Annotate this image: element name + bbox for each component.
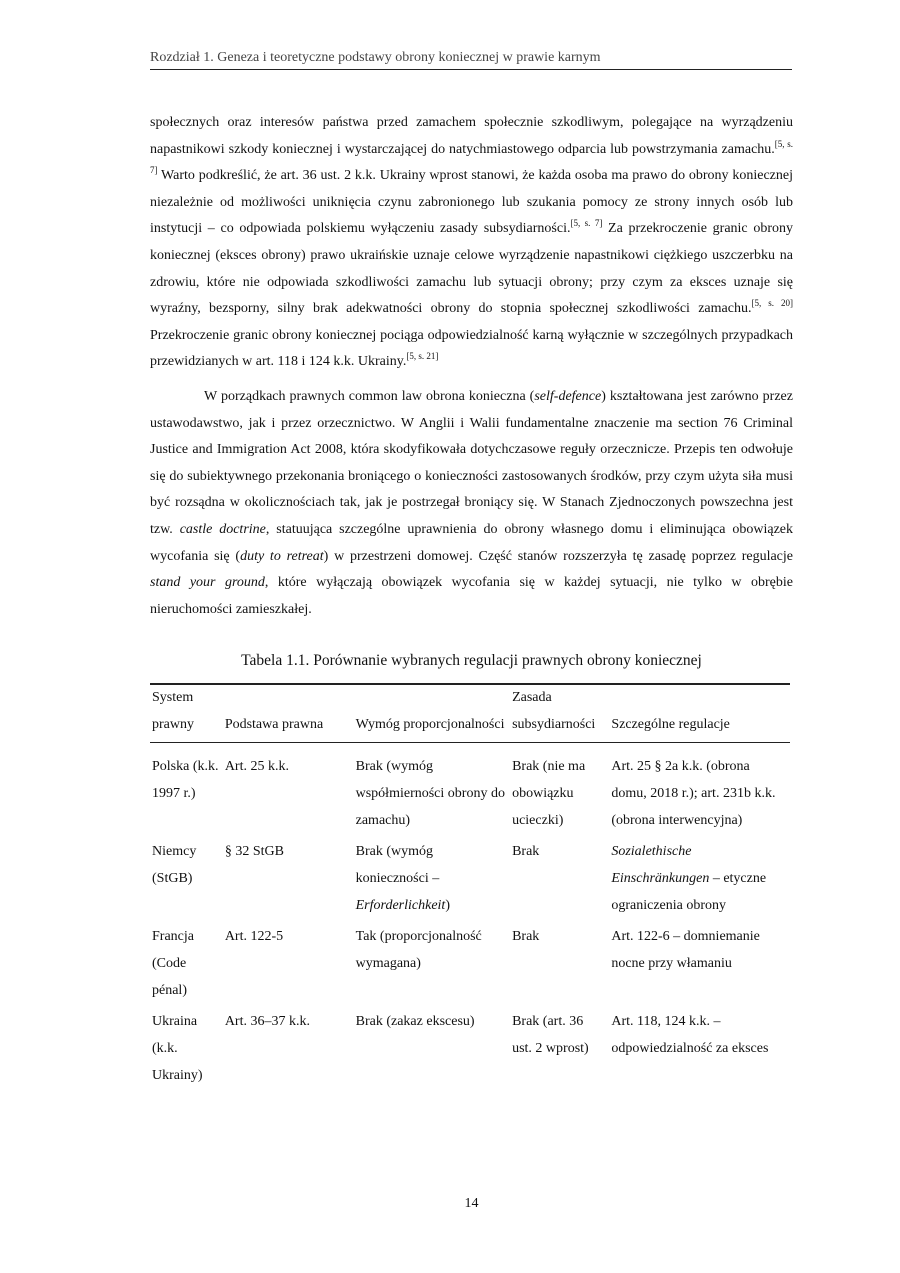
cell-basis: Art. 122-5 xyxy=(224,929,284,944)
table-row xyxy=(150,834,790,919)
cell-proportion: Brak (wymóg konieczności – Erforderlichkeit) xyxy=(355,844,450,913)
cell-system: Ukraina (k.k. Ukrainy) xyxy=(152,1014,203,1083)
cell-basis: Art. 25 k.k. xyxy=(224,759,289,774)
cell-special: Art. 25 § 2a k.k. (obrona domu, 2018 r.); art. 231b k.k. (obrona interwencyjna) xyxy=(611,759,776,828)
citation: [5, s. 7] xyxy=(150,138,794,176)
page-number: 14 xyxy=(464,1196,479,1211)
table-header-row xyxy=(150,684,790,743)
cell-proportion: Tak (proporcjonalność wymagana) xyxy=(355,929,482,971)
cell-basis: § 32 StGB xyxy=(224,844,284,859)
cell-subsidiarity: Brak (nie ma obowiązku ucieczki) xyxy=(512,759,586,828)
citation: [5, s. 20] xyxy=(751,298,793,309)
paragraph-1: społecznych oraz interesów państwa przed zamachem społecznie szkodliwym, polegające na wyrządzeniu napastnikowi szkody koniecznej i wystarczającej do natychmiastowego odparcia lub powstrzymania zamachu.[5, s. 7] Warto podkreślić, że art. 36 ust. 2 k.k. Ukrainy wprost stanowi, że każda osoba ma prawo do obrony koniecznej niezależnie od możliwości uniknięcia czynu zabronionego lub szukania pomocy ze strony innych osób lub instytucji – co odpowiada polskiemu wyłączeniu zasady subsydiarności.[5, s. 7] Za przekroczenie granic obrony koniecznej (eksces obrony) prawo ukraińskie uznaje celowe wyrządzenie napastnikowi ciężkiego uszczerbku na zdrowiu, które nie odpowiada szkodliwości zamachu lub sytuacji obrony; przy czym za eksces uznaje się wyraźny, bezsporny, silny brak adekwatności obrony do stopnia społecznej szkodliwości zamachu.[5, s. 20] Przekroczenie granic obrony koniecznej pociąga odpowiedzialność karną wyłącznie w szczególnych przypadkach przewidzianych w art. 118 i 124 k.k. Ukrainy.[5, s. 21] xyxy=(150,115,794,370)
comparison-table xyxy=(150,683,790,1089)
body-text xyxy=(150,110,793,623)
header-basis: Podstawa prawna xyxy=(223,684,354,743)
paragraph-2: W porządkach prawnych common law obrona konieczna (self-defence) kształtowana jest zarówno przez ustawodawstwo, jak i przez orzecznictwo. W Anglii i Walii fundamentalne znaczenie ma section 76 Criminal Justice and Immigration Act 2008, która skodyfikowała dotychczasowe reguły orzecznicze. Przepis ten odwołuje się do subiektywnego przekonania broniącego o konieczności zastosowanych środków, przy czym użyta siła musi być rozsądna w okolicznościach tak, jak je postrzegał broniący się. W Stanach Zjednoczonych powszechna jest tzw. castle doctrine, statuująca szczególne uprawnienia do obrony własnego domu i eliminująca obowiązek wycofania się (duty to retreat) w przestrzeni domowej. Część stanów rozszerzyła tę zasadę poprzez regulacje stand your ground, które wyłączają obowiązek wycofania się w każdej sytuacji, nie tylko w obrębie nieruchomości zamieszkałej. xyxy=(150,388,794,617)
cell-special: Art. 122-6 – domniemanie nocne przy włamaniu xyxy=(611,929,760,971)
cell-subsidiarity: Brak xyxy=(512,929,540,944)
cell-subsidiarity: Brak (art. 36 ust. 2 wprost) xyxy=(512,1014,589,1056)
header-proportion: Wymóg proporcjonalności xyxy=(354,684,510,743)
table-row xyxy=(150,919,790,1004)
cell-subsidiarity: Brak xyxy=(512,844,540,859)
header-subsidiarity: Zasada subsydiarności xyxy=(510,684,609,743)
cell-system: Francja (Code pénal) xyxy=(152,929,194,998)
header-system: System prawny xyxy=(150,684,223,743)
cell-basis: Art. 36–37 k.k. xyxy=(224,1014,310,1029)
table-row xyxy=(150,1004,790,1089)
running-head: Rozdział 1. Geneza i teoretyczne podstawy obrony koniecznej w prawie karnym xyxy=(150,50,792,70)
cell-special: Art. 118, 124 k.k. – odpowiedzialność za eksces xyxy=(611,1014,769,1056)
citation: [5, s. 21] xyxy=(406,351,439,362)
cell-proportion: Brak (wymóg współmierności obrony do zamachu) xyxy=(355,759,505,828)
cell-system: Polska (k.k. 1997 r.) xyxy=(152,759,219,801)
cell-special: Sozialethische Einschränkungen – etyczne ograniczenia obrony xyxy=(611,844,767,913)
citation: [5, s. 7] xyxy=(570,218,603,229)
table-row xyxy=(150,743,790,835)
cell-system: Niemcy (StGB) xyxy=(152,844,197,886)
header-special: Szczególne regulacje xyxy=(609,684,790,743)
table-caption: Tabela 1.1. Porównanie wybranych regulacji prawnych obrony koniecznej xyxy=(241,652,702,669)
cell-proportion: Brak (zakaz ekscesu) xyxy=(355,1014,475,1029)
